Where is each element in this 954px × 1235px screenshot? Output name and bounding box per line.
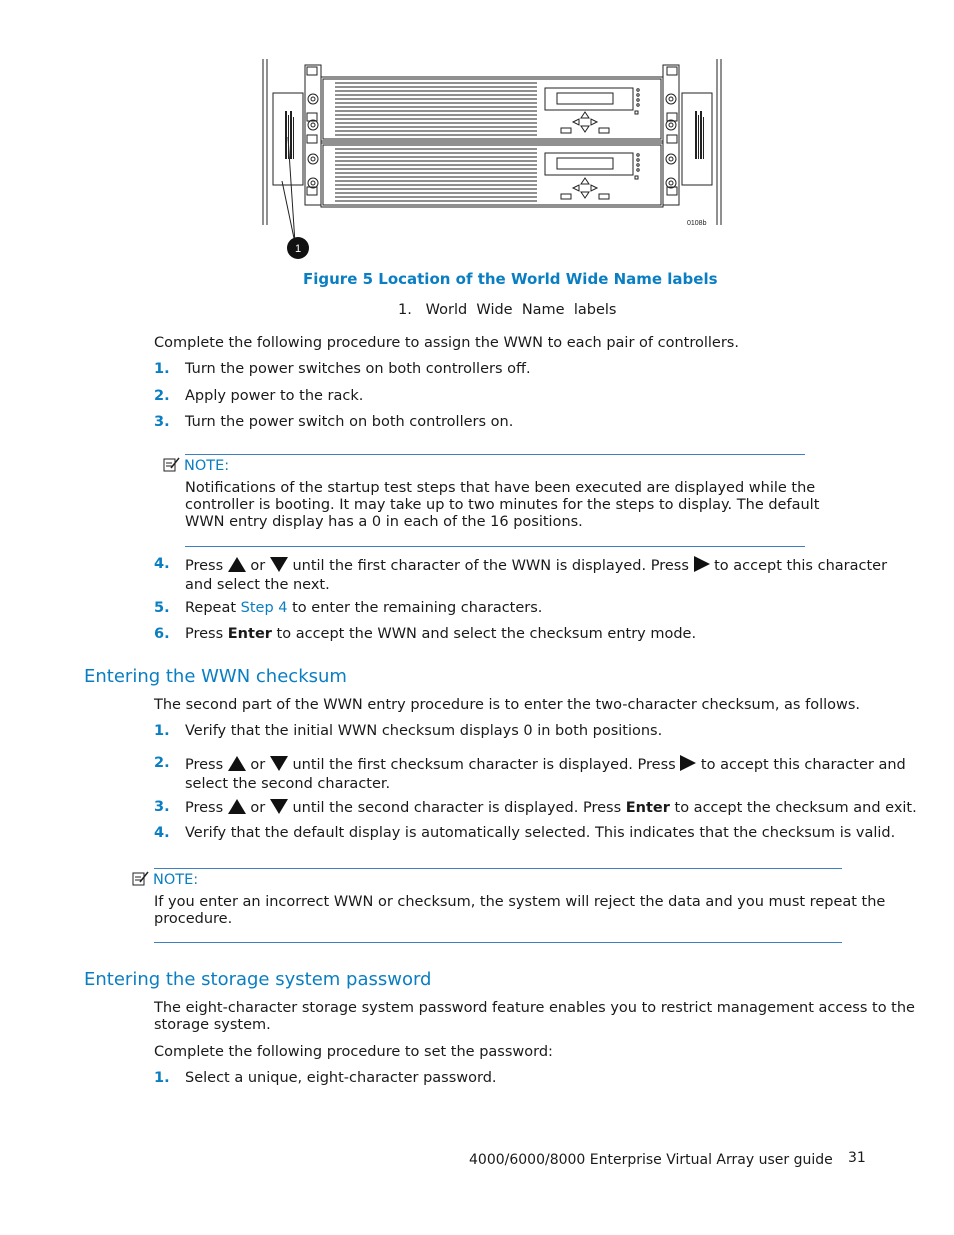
note-heading [163,457,229,477]
step-text-line2: select the second character. [185,776,391,792]
down-arrow-icon [270,799,288,819]
step-number: 4. [154,825,170,841]
figure-rack-diagram [255,55,730,265]
note-body [185,480,819,531]
footer-title: 4000/6000/8000 Enterprise Virtual Array user guide [469,1152,833,1168]
step-text: Press [185,800,224,816]
step-number: 2. [154,755,170,771]
step-text: Apply power to the rack. [185,388,364,404]
step-text: until the first checksum character is displayed. Press [292,757,676,773]
note-line: controller is booting. It may take up to two minutes for the steps to display. The default [185,497,820,513]
section-intro: The second part of the WWN entry procedure is to enter the two-character checksum, as follows. [154,697,861,713]
figure-legend: 1. World Wide Name labels [398,302,617,318]
section-heading: Entering the storage system password [84,969,432,990]
step-text: Verify that the default display is automatically selected. This indicates that the checksum is valid. [185,825,896,841]
list-item [154,556,888,593]
note-icon [132,871,149,891]
step-text: Press [185,626,224,642]
page-number: 31 [848,1150,866,1166]
intro-paragraph: Complete the following procedure to assign the WWN to each pair of controllers. [154,335,739,351]
figure-callout-number: 1 [294,243,302,255]
step-text: Turn the power switches on both controllers off. [185,361,531,377]
step-text: until the second character is displayed. Press [292,800,622,816]
step-4-link[interactable]: Step 4 [240,600,288,616]
step-text: to accept this character [714,558,888,574]
note-line: If you enter an incorrect WWN or checksum, the system will reject the data and you must repeat the [154,894,886,910]
figure-code: 0108b [687,220,707,227]
list-item [154,1070,497,1087]
list-item [154,388,364,405]
note-line: Notifications of the startup test steps that have been executed are displayed while the [185,480,816,496]
step-number: 1. [154,1070,170,1086]
list-item [154,799,917,816]
step-number: 2. [154,388,170,404]
step-number: 6. [154,626,170,642]
step-text: or [250,757,266,773]
step-text: Press [185,558,224,574]
note-heading [132,871,198,891]
right-arrow-icon [694,556,710,577]
step-text: Verify that the initial WWN checksum displays 0 in both positions. [185,723,663,739]
note-body [154,894,885,928]
list-item [154,626,697,643]
step-text: or [250,558,266,574]
step-text: Repeat [185,600,237,616]
step-text: to enter the remaining characters. [292,600,543,616]
step-text: Select a unique, eight-character password. [185,1070,497,1086]
down-arrow-icon [270,756,288,776]
step-text: Press [185,757,224,773]
note-top-rule [154,868,842,869]
note-bottom-rule [185,546,805,547]
step-text: to accept the WWN and select the checksum entry mode. [276,626,697,642]
step-number: 1. [154,361,170,377]
enter-key-label: Enter [625,800,670,816]
step-number: 3. [154,414,170,430]
up-arrow-icon [228,756,246,776]
up-arrow-icon [228,799,246,819]
step-text: Turn the power switch on both controllers on. [185,414,514,430]
note-label: NOTE: [153,872,199,888]
list-item [154,723,663,740]
note-label: NOTE: [184,458,230,474]
figure-caption: Figure 5 Location of the World Wide Name labels [303,270,718,288]
list-item [154,361,531,378]
section-paragraph [154,1000,915,1034]
step-number: 4. [154,556,170,572]
right-arrow-icon [680,755,696,776]
note-line: WWN entry display has a 0 in each of the 16 positions. [185,514,583,530]
note-icon [163,457,180,477]
step-text: or [250,800,266,816]
step-number: 3. [154,799,170,815]
note-top-rule [185,454,805,455]
step-text: to accept this character and [700,757,906,773]
step-text: until the first character of the WWN is displayed. Press [292,558,689,574]
step-text: to accept the checksum and exit. [674,800,917,816]
paragraph-line: The eight-character storage system password feature enables you to restrict management access to the [154,1000,915,1016]
paragraph-line: storage system. [154,1017,271,1033]
step-number: 5. [154,600,170,616]
step-text-line2: and select the next. [185,577,330,593]
section-heading: Entering the WWN checksum [84,666,347,687]
enter-key-label: Enter [227,626,272,642]
list-item [154,414,514,431]
down-arrow-icon [270,557,288,577]
note-line: procedure. [154,911,233,927]
step-number: 1. [154,723,170,739]
list-item [154,825,896,842]
rack-diagram-svg [255,55,730,265]
section-paragraph: Complete the following procedure to set the password: [154,1044,553,1060]
note-bottom-rule [154,942,842,943]
list-item [154,755,906,792]
up-arrow-icon [228,557,246,577]
list-item [154,600,543,617]
